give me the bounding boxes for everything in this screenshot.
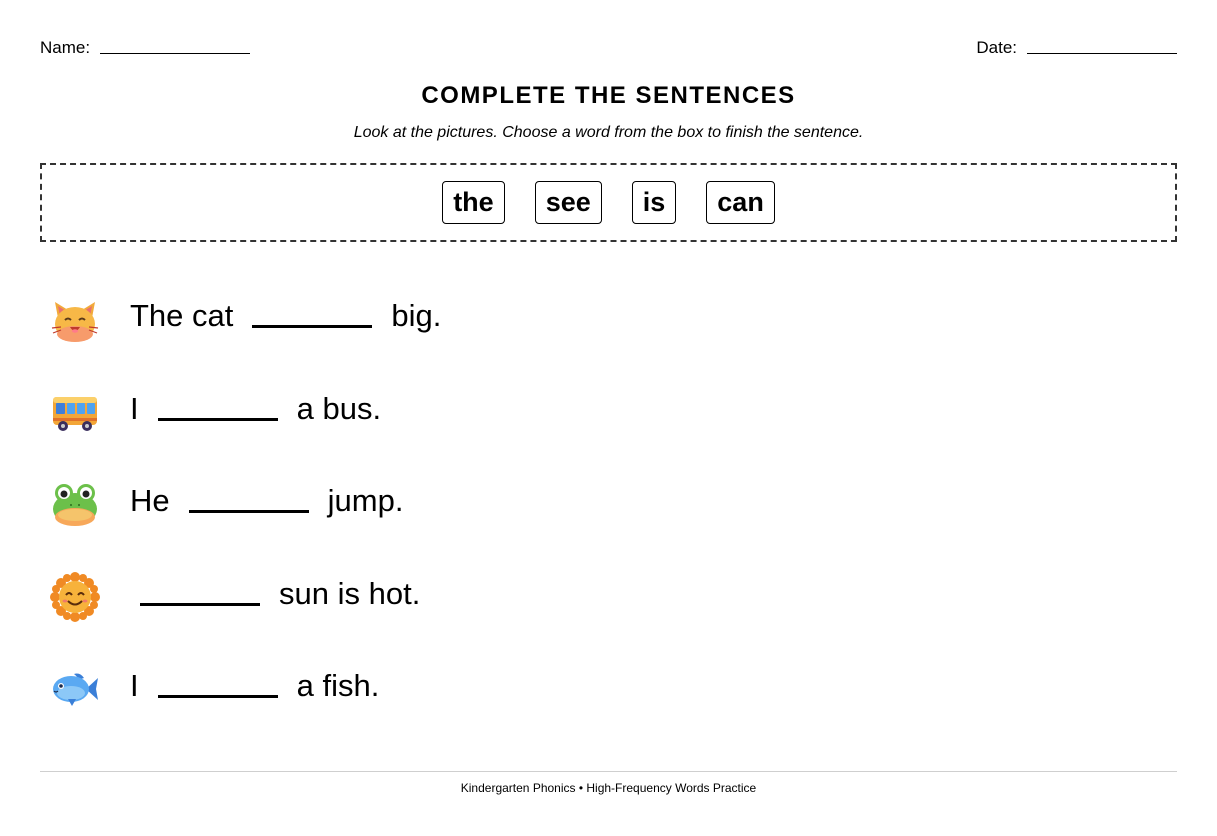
sentence-after: jump. [327, 483, 404, 518]
sentence-list [50, 285, 441, 748]
sentence-row [50, 470, 441, 563]
name-label: Name: [40, 38, 91, 57]
frog-icon [50, 479, 100, 529]
sentence-after: big. [391, 298, 442, 333]
footer-divider [40, 771, 1177, 772]
footer-text: Kindergarten Phonics • High-Frequency Words Practice [460, 781, 757, 795]
sentence-after: a bus. [296, 390, 382, 426]
sentence-text [130, 389, 381, 429]
cat-face-icon [50, 294, 100, 344]
instructions: Look at the pictures. Choose a word from the box to finish the sentence. [353, 124, 864, 141]
sentence-text [130, 296, 441, 336]
answer-blank[interactable] [140, 602, 260, 606]
fish-icon [50, 664, 100, 714]
word-see: see [535, 181, 602, 224]
page-title: COMPLETE THE SENTENCES [421, 82, 796, 109]
sentence-row [50, 563, 441, 656]
sentence-text [130, 666, 379, 706]
word-can: can [706, 181, 775, 224]
sentence-before: He [130, 483, 170, 518]
answer-blank[interactable] [158, 417, 278, 421]
bus-icon [50, 387, 100, 437]
smiling-sun-icon [50, 572, 100, 622]
date-line [1027, 52, 1177, 54]
answer-blank[interactable] [252, 324, 372, 328]
sentence-before: I [130, 668, 139, 703]
answer-blank[interactable] [189, 509, 309, 513]
sentence-text [130, 481, 403, 521]
sentence-text [130, 574, 420, 614]
sentence-row [50, 655, 441, 748]
sentence-row [50, 285, 441, 378]
sentence-after: a fish. [296, 668, 380, 703]
name-field [40, 38, 250, 58]
word-the: the [442, 181, 505, 224]
name-line [100, 52, 250, 54]
sentence-row [50, 378, 441, 471]
sentence-after: sun is hot. [279, 575, 421, 611]
date-field [976, 38, 1177, 58]
date-label: Date: [976, 38, 1017, 57]
sentence-before: The cat [130, 298, 234, 333]
word-is: is [632, 181, 677, 224]
sentence-before: I [130, 390, 139, 426]
word-bank [40, 163, 1177, 242]
answer-blank[interactable] [158, 694, 278, 698]
header-fields [40, 38, 1177, 60]
